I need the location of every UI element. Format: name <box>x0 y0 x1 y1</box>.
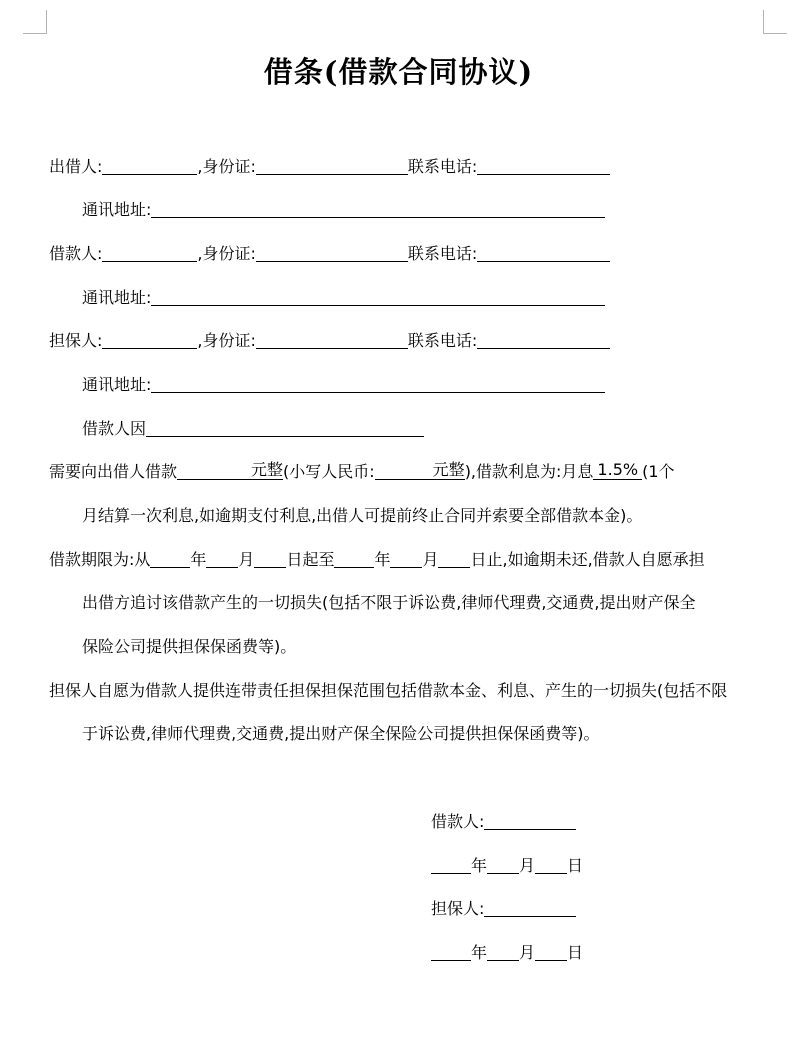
guarantor-signature-label: 担保人: <box>431 899 485 918</box>
guarantor-id-label: ,身份证: <box>197 331 256 350</box>
borrower-sign-year-label: 年 <box>471 856 488 875</box>
borrower-row <box>49 242 610 266</box>
lender-address-label: 通讯地址: <box>82 200 152 219</box>
guarantor-address-row <box>82 373 605 397</box>
borrower-signature-label: 借款人: <box>431 812 485 831</box>
interest-rate-value: 1.5% <box>593 460 642 480</box>
guarantor-name-field[interactable] <box>102 329 197 349</box>
amount-small-field[interactable] <box>375 460 433 480</box>
borrower-sign-year-field[interactable] <box>431 854 471 874</box>
lender-address-row <box>82 198 605 222</box>
borrower-sign-day-label: 日 <box>567 856 584 875</box>
borrower-date-row <box>431 854 583 878</box>
reason-field[interactable] <box>146 417 424 437</box>
start-year-label: 年 <box>190 550 207 569</box>
guarantor-sign-day-field[interactable] <box>535 941 567 961</box>
borrower-address-row <box>82 286 605 310</box>
period-clause-line-2: 出借方追讨该借款产生的一切损失(包括不限于诉讼费,律师代理费,交通费,提出财产保全 <box>82 593 696 612</box>
borrower-sign-month-label: 月 <box>519 856 536 875</box>
amount-yuan-zheng: 元整 <box>251 460 284 479</box>
reason-label: 借款人因 <box>82 419 147 438</box>
borrower-sign-month-field[interactable] <box>487 854 519 874</box>
lender-label: 出借人: <box>49 157 103 176</box>
document-title: 借条(借款合同协议) <box>263 55 534 89</box>
page-corner-mark-top-left <box>23 10 47 34</box>
end-year-label: 年 <box>374 550 391 569</box>
lender-id-field[interactable] <box>256 155 408 175</box>
period-clause-line-3: 保险公司提供担保保函费等)。 <box>82 637 297 656</box>
guarantor-phone-label: 联系电话: <box>407 331 478 350</box>
amount-text: 需要向出借人借款 <box>49 462 178 481</box>
lender-phone-label: 联系电话: <box>407 157 478 176</box>
end-day-label: 日止,如逾期未还,借款人自愿承担 <box>470 550 705 569</box>
borrower-address-label: 通讯地址: <box>82 288 152 307</box>
borrower-name-field[interactable] <box>102 242 197 262</box>
borrower-address-field[interactable] <box>151 286 605 306</box>
lender-address-field[interactable] <box>151 198 605 218</box>
period-label: 借款期限为:从 <box>49 550 151 569</box>
borrower-phone-label: 联系电话: <box>407 244 478 263</box>
guarantor-address-label: 通讯地址: <box>82 375 152 394</box>
lender-row <box>49 155 610 179</box>
start-year-field[interactable] <box>150 548 190 568</box>
amount-capital-field[interactable] <box>177 460 251 480</box>
start-day-field[interactable] <box>254 548 286 568</box>
reason-row <box>82 417 424 441</box>
guarantor-phone-field[interactable] <box>477 329 610 349</box>
amount-small-label: (小写人民币: <box>283 462 375 481</box>
page-corner-mark-top-right <box>763 10 787 34</box>
end-year-field[interactable] <box>334 548 374 568</box>
guarantor-id-field[interactable] <box>256 329 408 349</box>
start-month-label: 月 <box>238 550 255 569</box>
end-day-field[interactable] <box>438 548 470 568</box>
borrower-signature-row <box>431 810 576 834</box>
lender-name-field[interactable] <box>102 155 197 175</box>
guarantor-address-field[interactable] <box>151 373 605 393</box>
end-month-field[interactable] <box>390 548 422 568</box>
guarantor-sign-day-label: 日 <box>567 943 584 962</box>
guarantor-date-row <box>431 941 583 965</box>
guarantee-clause-line-2: 于诉讼费,律师代理费,交通费,提出财产保全保险公司提供担保保函费等)。 <box>82 724 600 743</box>
borrower-signature-field[interactable] <box>484 810 576 830</box>
guarantor-signature-field[interactable] <box>484 897 576 917</box>
guarantor-signature-row <box>431 897 576 921</box>
amount-clause-line-1 <box>49 460 675 484</box>
amount-small-yuan-zheng: 元整 <box>432 460 465 479</box>
lender-phone-field[interactable] <box>477 155 610 175</box>
interest-text: ),借款利息为:月息 <box>464 462 594 481</box>
start-month-field[interactable] <box>206 548 238 568</box>
guarantor-row <box>49 329 610 353</box>
guarantor-label: 担保人: <box>49 331 103 350</box>
guarantor-sign-month-label: 月 <box>519 943 536 962</box>
guarantee-clause-line-1: 担保人自愿为借款人提供连带责任担保担保范围包括借款本金、利息、产生的一切损失(包括不限 <box>49 681 728 700</box>
guarantor-sign-year-label: 年 <box>471 943 488 962</box>
guarantor-sign-month-field[interactable] <box>487 941 519 961</box>
start-day-label: 日起至 <box>286 550 335 569</box>
borrower-id-label: ,身份证: <box>197 244 256 263</box>
guarantor-sign-year-field[interactable] <box>431 941 471 961</box>
amount-tail: (1个 <box>642 462 675 481</box>
borrower-sign-day-field[interactable] <box>535 854 567 874</box>
borrower-phone-field[interactable] <box>477 242 610 262</box>
borrower-id-field[interactable] <box>256 242 408 262</box>
end-month-label: 月 <box>422 550 439 569</box>
lender-id-label: ,身份证: <box>197 157 256 176</box>
borrower-label: 借款人: <box>49 244 103 263</box>
period-clause-line-1 <box>49 548 705 572</box>
amount-clause-line-2: 月结算一次利息,如逾期支付利息,出借人可提前终止合同并索要全部借款本金)。 <box>82 506 643 525</box>
